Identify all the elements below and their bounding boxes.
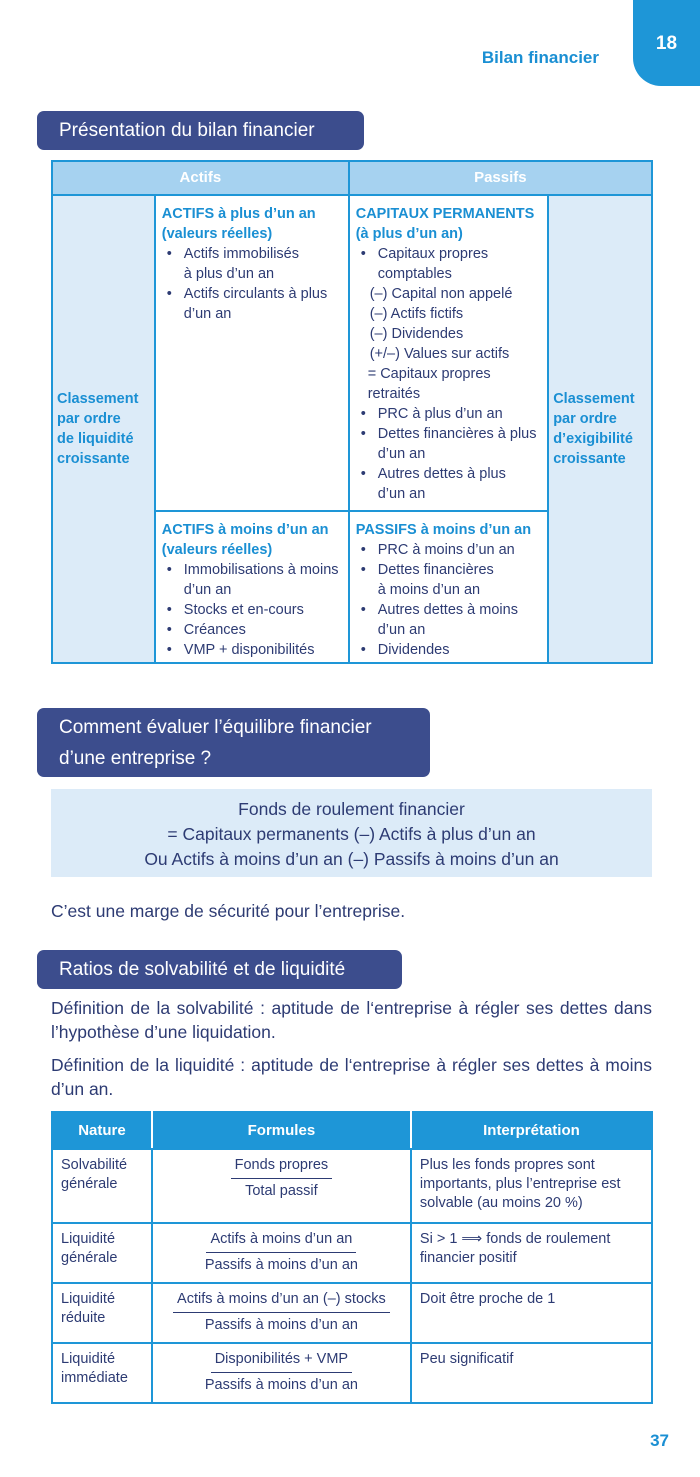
ratio-formula: $\frac{\text{Fonds propres}}{\text{Total passif}}$: [152, 1149, 411, 1223]
table-row: [52, 1223, 652, 1283]
heading-actifs-short: ACTIFS à moins d’un an (valeurs réelles): [161, 522, 329, 558]
list-item: • Dettes financières à moins d’un an: [356, 560, 541, 600]
margin-note: C’est une marge de sécurité pour l’entreprise.: [51, 901, 406, 921]
ratio-formula: $\frac{\text{Disponibilités + VMP}}{\text{Passifs à moins d’un an}}$: [152, 1343, 411, 1403]
formula-line: Ou Actifs à moins d’un an (–) Passifs à moins d’un an: [144, 849, 559, 869]
heading-actifs-long: ACTIFS à plus d’un an (valeurs réelles): [161, 206, 316, 242]
page-number: 37: [650, 1431, 669, 1450]
ratio-formula: $\frac{\text{Actifs à moins d’un an (–) stocks}}{\text{Passifs à moins d’un an}}$: [152, 1283, 411, 1343]
list-item: • Actifs circulants à plus d’un an: [162, 284, 342, 324]
formula-line: = Capitaux permanents (–) Actifs à plus d’un an: [167, 824, 536, 844]
ratio-nature: Liquidité réduite: [52, 1283, 152, 1343]
list-item: • Autres dettes à plus d’un an: [356, 464, 541, 504]
cell-actifs-long: [155, 195, 349, 511]
definition-liquidite: Définition de la liquidité : aptitude de l‘entreprise à régler ses dettes à moins d’un an.: [51, 1055, 652, 1099]
list-item: • Dividendes: [356, 640, 541, 660]
ratio-nature: Liquidité immédiate: [52, 1343, 152, 1403]
list-item: • Stocks et en-cours: [162, 600, 342, 620]
table-row: [52, 1149, 652, 1223]
ratio-interpretation: Plus les fonds propres sont importants, plus l’entreprise est solvable (au moins 20 %): [411, 1149, 652, 1223]
col-header-actifs: Actifs: [52, 161, 349, 195]
chapter-tab: [633, 0, 700, 86]
running-header-title: Bilan financier: [481, 48, 599, 67]
ratio-nature: Solvabilité générale: [52, 1149, 152, 1223]
ratio-interpretation: Doit être proche de 1: [411, 1283, 652, 1343]
formula-line: Fonds de roulement financier: [238, 799, 465, 819]
heading-passifs-long: CAPITAUX PERMANENTS (à plus d’un an): [355, 206, 535, 242]
table-row: [52, 1343, 652, 1403]
list-item: • Capitaux propres comptables: [356, 244, 541, 284]
chapter-number: 18: [655, 33, 678, 54]
label-liquidite: Classement par ordre de liquidité croissante: [52, 195, 155, 663]
section-title-bilan: Présentation du bilan financier: [37, 111, 364, 150]
ratios-table: [51, 1111, 653, 1404]
col-header-passifs: Passifs: [349, 161, 652, 195]
definition-solvabilite: Définition de la solvabilité : aptitude de l‘entreprise à régler ses dettes dans l’hypothèse d’une liquidation.: [51, 998, 652, 1042]
list-item: • Immobilisations à moins d’un an: [162, 560, 342, 600]
fr-formula-box: [51, 789, 652, 877]
cell-passifs-short: [349, 511, 548, 663]
ratio-interpretation: Peu significatif: [411, 1343, 652, 1403]
list-item: • PRC à moins d’un an: [356, 540, 541, 560]
cell-actifs-short: [155, 511, 349, 663]
list-item: • Dettes financières à plus d’un an: [356, 424, 541, 464]
col-header-formules: Formules: [152, 1112, 411, 1149]
ratio-interpretation: Si > 1 ⟹ fonds de roulement financier positif: [411, 1223, 652, 1283]
col-header-nature: Nature: [52, 1112, 152, 1149]
list-item: • Actifs immobilisés à plus d’un an: [162, 244, 342, 284]
heading-passifs-short: PASSIFS à moins d’un an: [355, 522, 532, 538]
section-title-equilibre: Comment évaluer l’équilibre financier d’une entreprise ?: [37, 708, 430, 777]
section-title-ratios: Ratios de solvabilité et de liquidité: [37, 950, 402, 989]
cell-passifs-long: CAPITAUX PERMANENTS (à plus d’un an) • Capitaux propres comptables (–) Capital non appelé (–) Actifs fictifs (–) Dividendes (+/–) Values sur actifs = Capitaux propres retraités • PRC à plus d’un an • Dettes financières à plus d’un an • Autres dettes à plus d’un an: [349, 195, 548, 511]
label-exigibilite: Classement par ordre d’exigibilité croissante: [548, 195, 652, 663]
list-item: • Créances: [162, 620, 342, 640]
ratio-nature: Liquidité générale: [52, 1223, 152, 1283]
list-item: • VMP + disponibilités: [162, 640, 342, 660]
bilan-table: [51, 160, 653, 664]
col-header-interpretation: Interprétation: [411, 1112, 652, 1149]
table-row: [52, 1283, 652, 1343]
list-item: • Autres dettes à moins d’un an: [356, 600, 541, 640]
list-item: • PRC à plus d’un an: [356, 404, 541, 424]
ratio-formula: $\frac{\text{Actifs à moins d’un an}}{\text{Passifs à moins d’un an}}$: [152, 1223, 411, 1283]
